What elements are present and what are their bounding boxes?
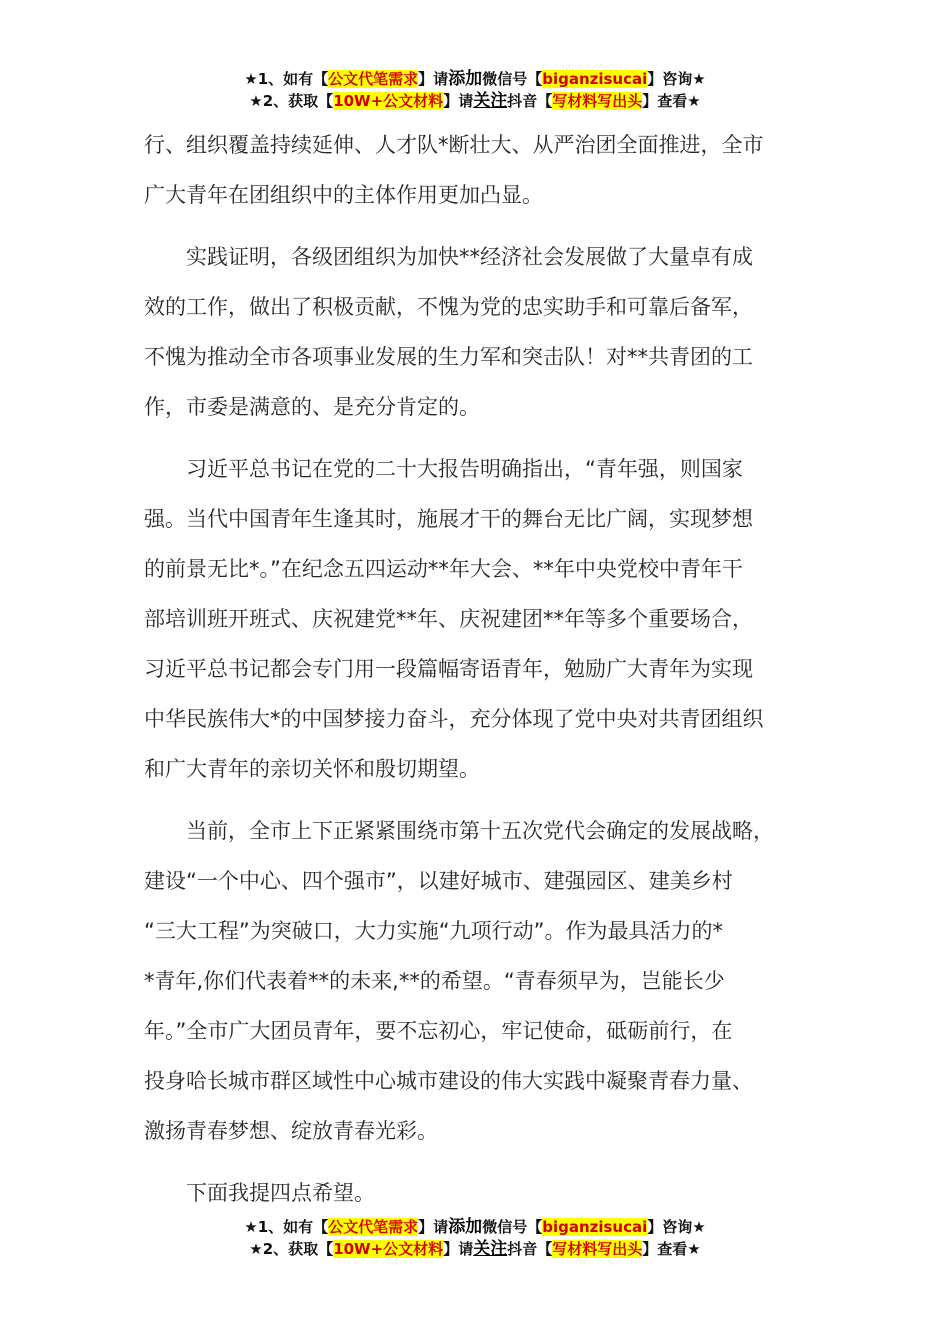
highlight-service: 公文代笔需求 — [328, 1218, 419, 1236]
highlight-service: 公文代笔需求 — [328, 70, 419, 88]
highlight-materials: 10W+公文材料 — [333, 1240, 444, 1258]
paragraph-3: 习近平总书记在党的二十大报告明确指出，“青年强，则国家 强。当代中国青年生逢其时，施展才干的舞台无比广阔，实现梦想 的前景无比*。”在纪念五四运动**年大会、**年中央党校中青年干 部培训班开班式、庆祝建党**年、庆祝建团**年等多个重要场合， 习近平总书记都会专门用一段篇幅寄语青年，勉励广大青年为实现 中华民族伟大*的中国梦接力奋斗，充分体现了党中央对共青团组织 和广大青年的亲切关怀和殷切期望。 — [144, 457, 764, 781]
highlight-materials: 10W+公文材料 — [333, 92, 444, 110]
promo-line-1: ★1、如有【公文代笔需求】请添加微信号【biganzisucai】咨询★ — [244, 69, 706, 89]
paragraph-4: 当前，全市上下正紧紧围绕市第十五次党代会确定的发展战略， 建设“一个中心、四个强市”，以建好城市、建强园区、建美乡村 “三大工程”为突破口，大力实施“九项行动”。作为最具活力的* *青年,你们代表着**的未来,**的希望。“青春须早为，岂能长少 年。”全市广大团员青年，要不忘初心，牢记使命，砥砺前行，在 投身哈长城市群区域性中心城市建设的伟大实践中凝聚青春力量、 激扬青春梦想、绽放青春光彩。 — [144, 819, 774, 1143]
promo-banner-top — [0, 68, 950, 112]
document-body — [144, 120, 810, 1218]
paragraph-1: 行、组织覆盖持续延伸、人才队*断壮大、从严治团全面推进，全市 广大青年在团组织中的主体作用更加凸显。 — [144, 133, 764, 207]
paragraph-2: 实践证明，各级团组织为加快**经济社会发展做了大量卓有成 效的工作，做出了积极贡献，不愧为党的忠实助手和可靠后备军， 不愧为推动全市各项事业发展的生力军和突击队！对**共青团的工 作，市委是满意的、是充分肯定的。 — [144, 245, 753, 419]
promo-line-2: ★2、获取【10W+公文材料】请关注抖音【写材料写出头】查看★ — [249, 91, 701, 111]
promo-banner-bottom — [0, 1216, 950, 1260]
highlight-wechat-id: biganzisucai — [542, 1218, 648, 1236]
promo-line-1: ★1、如有【公文代笔需求】请添加微信号【biganzisucai】咨询★ — [244, 1217, 706, 1237]
highlight-douyin: 写材料写出头 — [552, 1240, 643, 1258]
paragraph-5: 下面我提四点希望。 — [186, 1181, 375, 1205]
highlight-douyin: 写材料写出头 — [552, 92, 643, 110]
highlight-wechat-id: biganzisucai — [542, 70, 648, 88]
promo-line-2: ★2、获取【10W+公文材料】请关注抖音【写材料写出头】查看★ — [249, 1239, 701, 1259]
